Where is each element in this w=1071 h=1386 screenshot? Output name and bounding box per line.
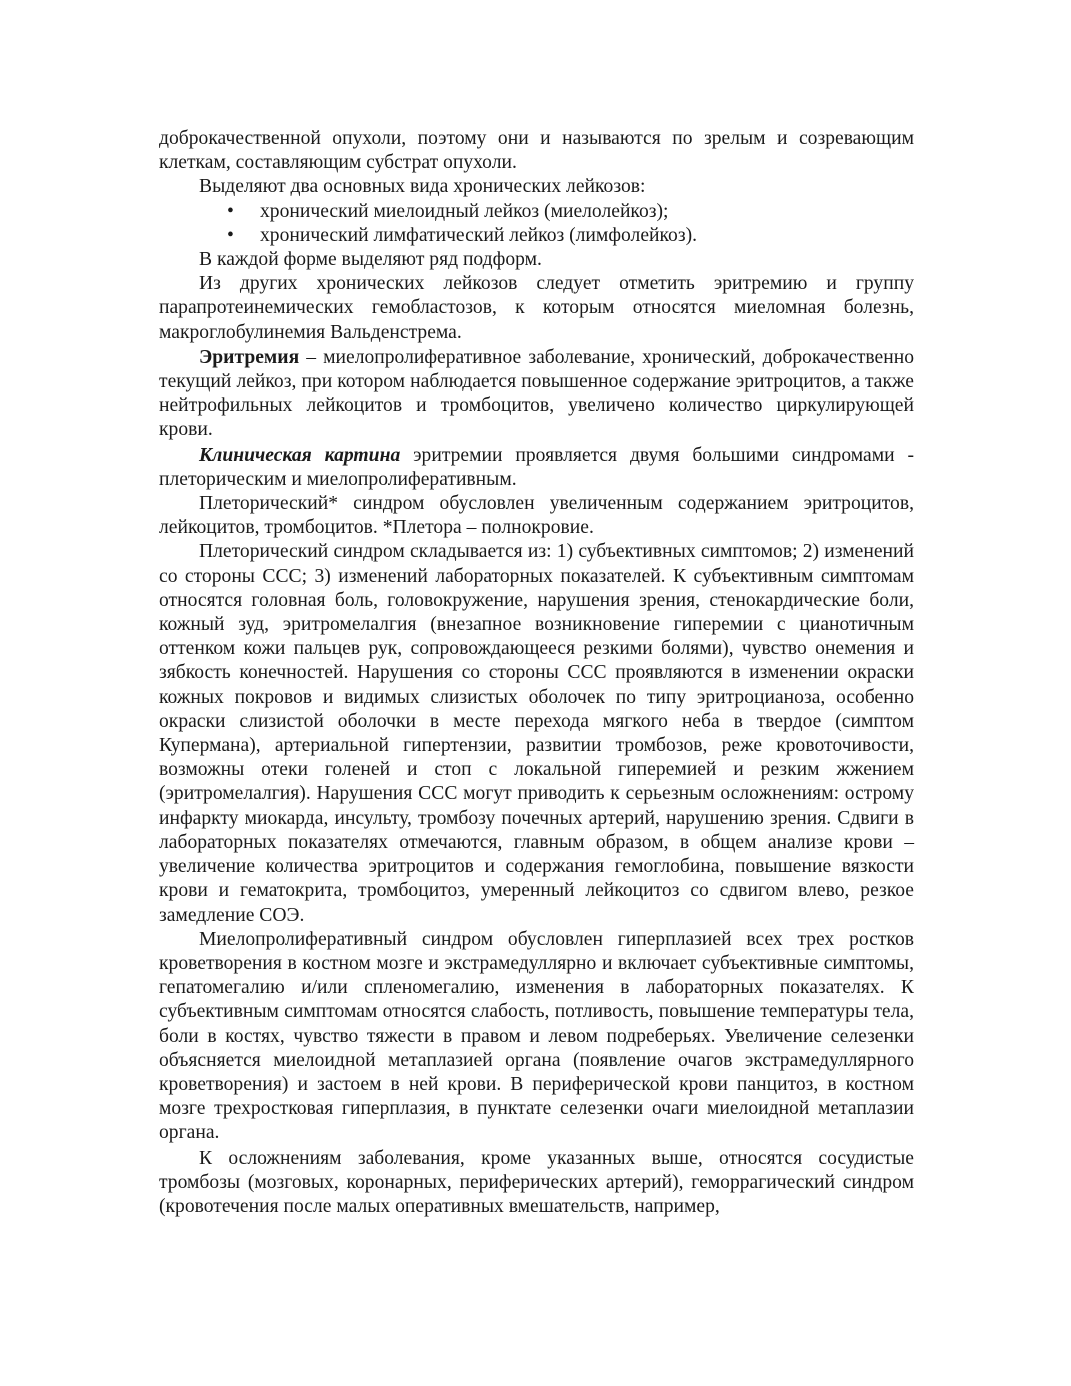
paragraph-continuation: доброкачественной опухоли, поэтому они и называются по зрелым и созревающим клеткам, составляющим субстрат опухоли. [159,128,914,174]
paragraph-types-intro: Выделяют два основных вида хронических лейкозов: [199,176,646,198]
paragraph-complications: К осложнениям заболевания, кроме указанных выше, относятся сосудистые тромбозы (мозговых, коронарных, периферических артерий), геморрагический синдром (кровотечения после малых оперативных вмешательств, например, [159,1147,914,1217]
list-item-text: хронический лимфатический лейкоз (лимфолейкоз). [260,224,697,246]
paragraph-myeloproliferative-syndrome: Миелопролиферативный синдром обусловлен гиперплазией всех трех ростков кроветворения в костном мозге и экстрамедуллярно и включает субъективные симптомы, гепатомегалию и/или спленомегалию, изменения в лабораторных показателях. К субъективным симптомам относятся слабость, потливость, повышение температуры тела, боли в костях, чувство тяжести в правом и левом подреберьях. Увеличение селезенки объясняется миелоидной метаплазией органа (появление очагов экстрамедуллярного кроветворения) и застоем в ней крови. В периферической крови панцитоз, в костном мозге трехростковая гиперплазия, в пунктате селезенки очаги миелоидной метаплазии органа. [159,928,914,1144]
bullet-icon: • [227,200,234,222]
list-item [159,224,914,248]
term-erythremia: Эритремия [199,346,300,368]
list-item-text: хронический миелоидный лейкоз (миелолейкоз); [260,200,669,222]
paragraph-subforms: В каждой форме выделяют ряд подформ. [199,249,542,271]
paragraph-plethoric-syndrome: Плеторический синдром складывается из: 1) субъективных симптомов; 2) изменений со стороны ССС; 3) изменений лабораторных показателей. К субъективным симптомам относятся головная боль, головокружение, нарушения зрения, стенокардические боли, кожный зуд, эритромелалгия (внезапное возникновение гиперемии с цианотичным оттенком кожи пальцев рук, сопровождающееся резкими болями), чувство онемения и зябкость конечностей. Нарушения со стороны ССС проявляются в изменении окраски кожных покровов и видимых слизистых оболочек по типу эритроцианоза, особенно окраски слизистой оболочки в месте перехода мягкого неба в твердое (симптом Купермана), артериальной гипертензии, развитии тромбозов, реже кровоточивости, возможны отеки голеней и стоп с локальной гиперемией и резким жжением (эритромелалгия). Нарушения ССС могут приводить к серьезным осложнениям: острому инфаркту миокарда, инсульту, тромбозу почечных артерий, нарушению зрения. Сдвиги в лабораторных показателях отмечаются, главным образом, в общем анализе крови – увеличение количества эритроцитов и содержания гемоглобина, повышение вязкости крови и гематокрита, тромбоцитоз, умеренный лейкоцитоз со сдвигом влево, резкое замедление СОЭ. [159,541,914,926]
paragraph-clinical-picture [159,444,914,492]
term-clinical-picture: Клиническая картина [199,444,401,466]
definition-text: – миелопролиферативное заболевание, хронический, доброкачественно текущий лейкоз, при котором наблюдается повышенное содержание эритроцитов, а также нейтрофильных лейкоцитов и тромбоцитов, увеличено количество циркулирующей крови. [159,346,914,441]
bullet-icon: • [227,224,234,246]
leukemia-types-list [159,200,914,248]
list-item [159,200,914,224]
paragraph-erythremia-definition [159,346,914,443]
paragraph-plethoric-cause: Плеторический* синдром обусловлен увеличенным содержанием эритроцитов, лейкоцитов, тромбоцитов. *Плетора – полнокровие. [159,493,914,539]
document-page [159,127,914,1219]
clinical-picture-text: эритремии проявляется двумя большими синдромами - плеторическим и миелопролиферативным. [159,444,914,490]
paragraph-other-leukemias: Из других хронических лейкозов следует отметить эритремию и группу парапротеинемических гемобластозов, к которым относятся миеломная болезнь, макроглобулинемия Вальденстрема. [159,273,914,343]
